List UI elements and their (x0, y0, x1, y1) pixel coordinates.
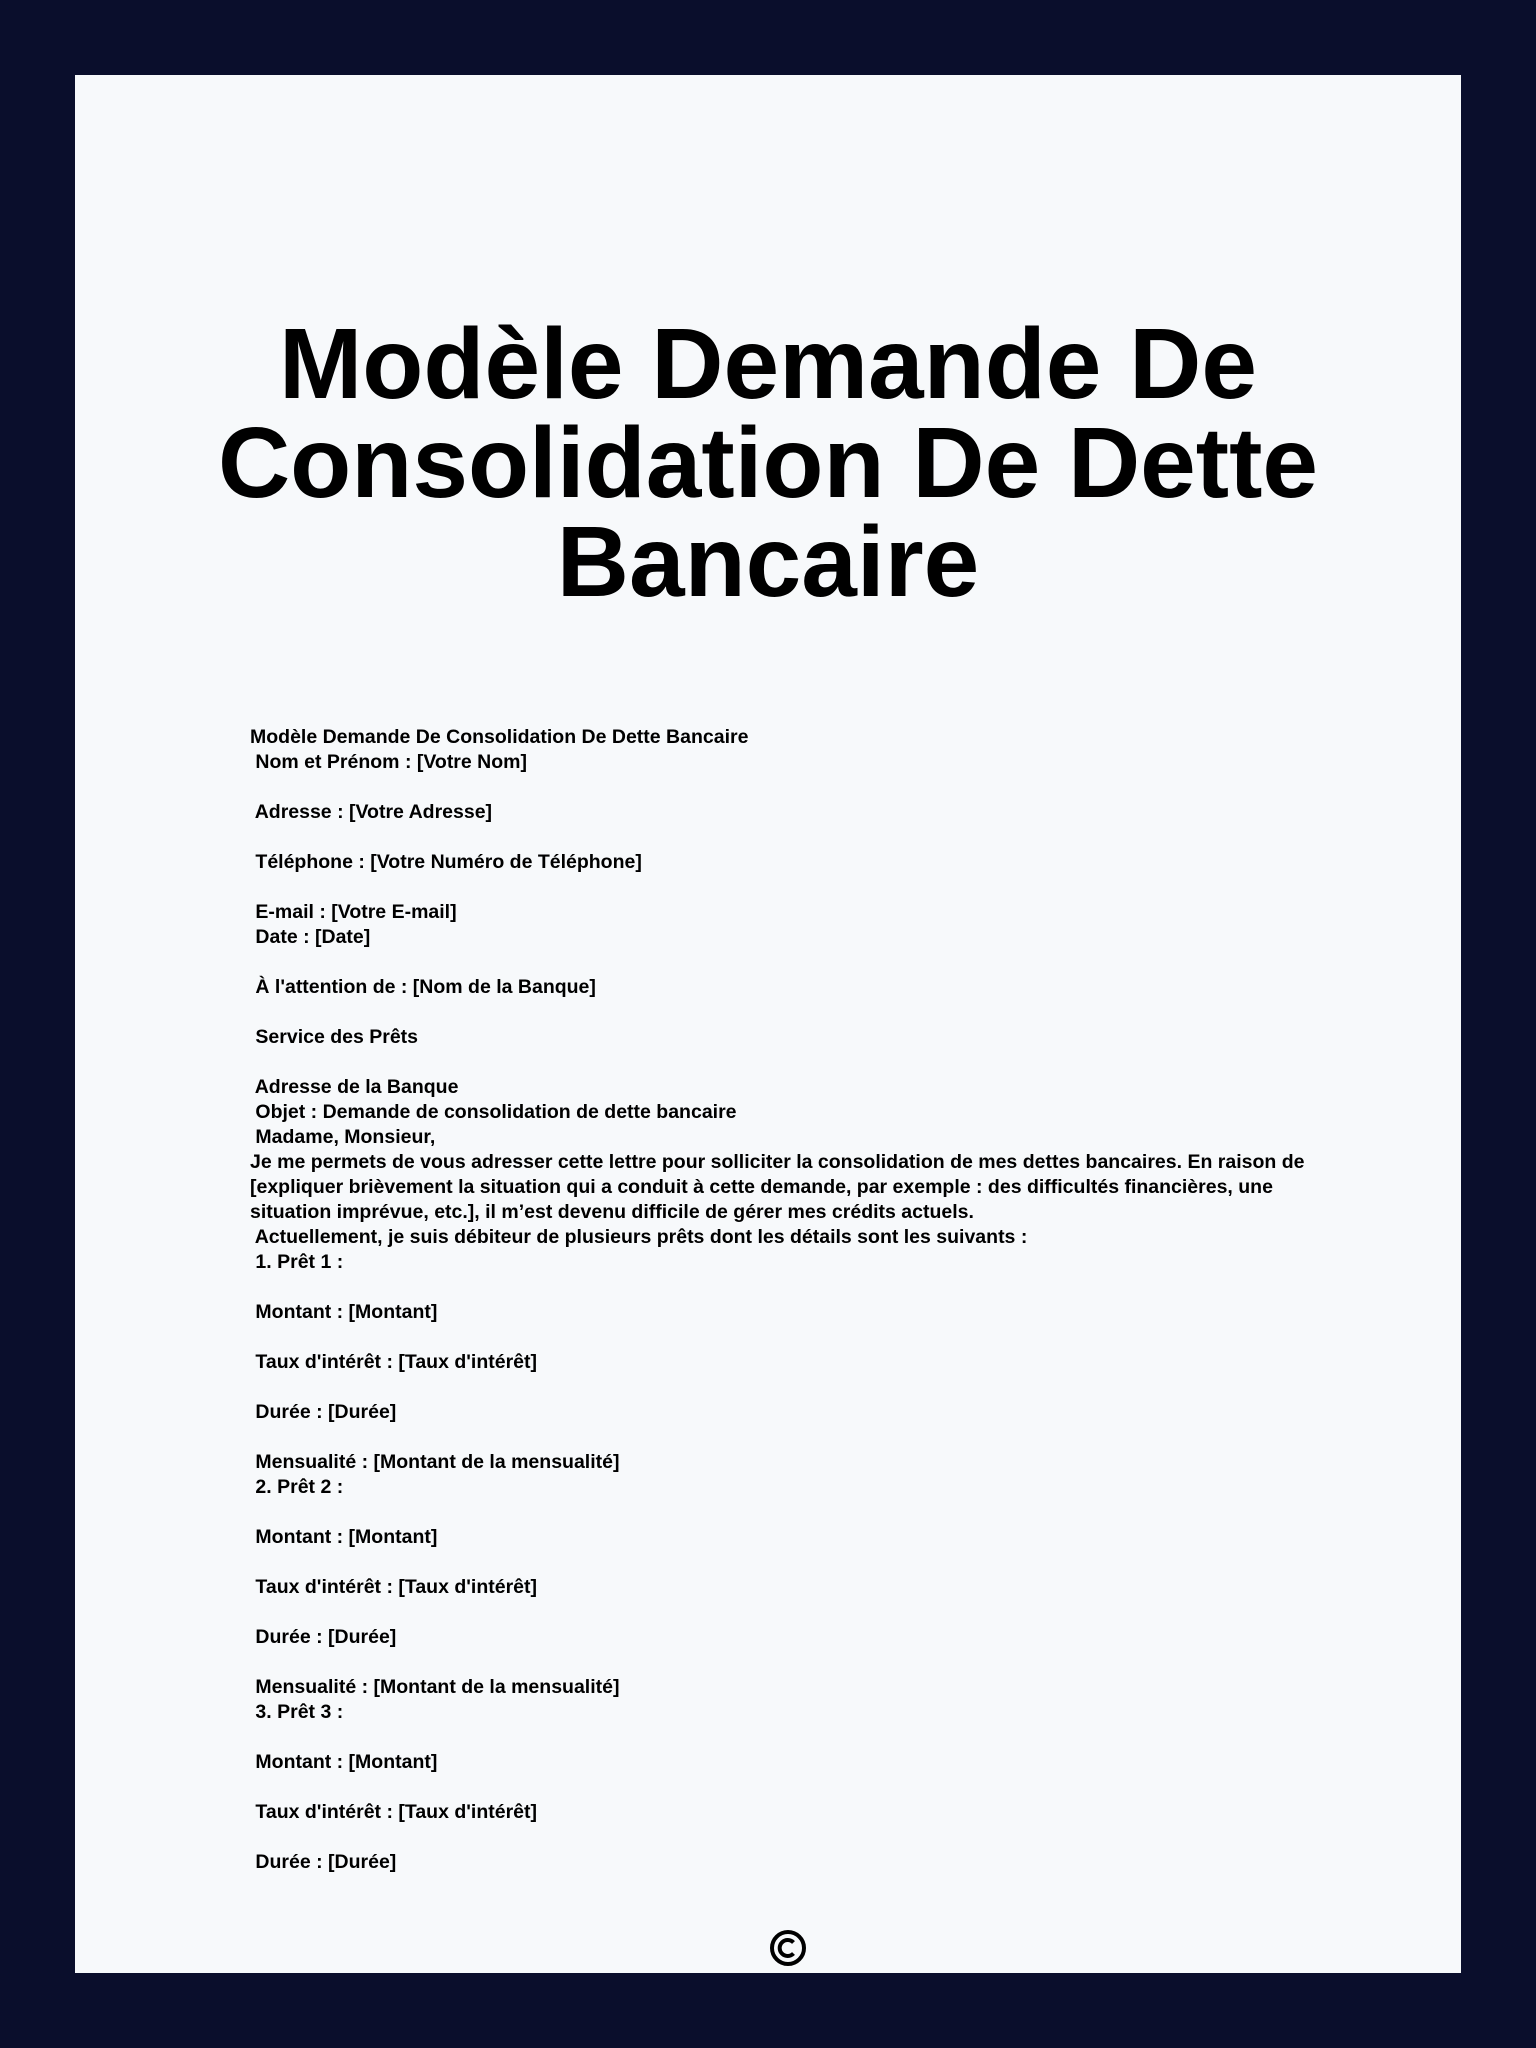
text-line: Montant : [Montant] (250, 1526, 438, 1548)
text-line (250, 1000, 1330, 1025)
text-line: Mensualité : [Montant de la mensualité] (250, 1676, 620, 1698)
loan-details-block (250, 1225, 1330, 1875)
text-line: Adresse : [Votre Adresse] (250, 801, 493, 823)
document-title: Modèle Demande De Consolidation De Dette Bancaire (217, 308, 1319, 618)
text-line: Actuellement, je suis débiteur de plusieurs prêts dont les détails sont les suivants : (250, 1226, 1028, 1248)
text-line: Téléphone : [Votre Numéro de Téléphone] (250, 851, 642, 873)
text-line (250, 950, 1330, 975)
text-line: 1. Prêt 1 : (250, 1251, 344, 1273)
text-line (250, 1725, 1330, 1750)
text-line: Objet : Demande de consolidation de dette bancaire (250, 1101, 737, 1123)
text-line: Madame, Monsieur, (250, 1126, 436, 1148)
text-line (250, 1375, 1330, 1400)
text-line (250, 1650, 1330, 1675)
copyright-icon (768, 1928, 808, 1968)
text-line: Mensualité : [Montant de la mensualité] (250, 1451, 620, 1473)
document-body (250, 725, 1330, 1875)
text-line: 2. Prêt 2 : (250, 1476, 344, 1498)
text-line: E-mail : [Votre E-mail] (250, 901, 457, 923)
text-line: Nom et Prénom : [Votre Nom] (250, 751, 527, 773)
text-line: À l'attention de : [Nom de la Banque] (250, 976, 596, 998)
text-line (250, 1550, 1330, 1575)
text-line: Durée : [Durée] (250, 1401, 397, 1423)
text-line (250, 1500, 1330, 1525)
text-line: Service des Prêts (250, 1026, 419, 1048)
text-line: Taux d'intérêt : [Taux d'intérêt] (250, 1351, 537, 1373)
text-line (250, 1600, 1330, 1625)
letter-paragraph: Je me permets de vous adresser cette lettre pour solliciter la consolidation de mes dettes bancaires. En raison de [expliquer brièvement la situation qui a conduit à cette demande, par exemple : des difficultés financières, une situation imprévue, etc.], il m’est devenu difficile de gérer mes crédits actuels. (250, 1151, 1305, 1223)
text-line: Montant : [Montant] (250, 1751, 438, 1773)
text-line (250, 825, 1330, 850)
text-line: Date : [Date] (250, 926, 371, 948)
text-line (250, 1775, 1330, 1800)
document-page (75, 75, 1461, 1973)
text-line (250, 1275, 1330, 1300)
text-line: Adresse de la Banque (250, 1076, 459, 1098)
text-line: Modèle Demande De Consolidation De Dette Bancaire (250, 726, 749, 748)
text-line (250, 1825, 1330, 1850)
text-line (250, 1050, 1330, 1075)
text-line: Taux d'intérêt : [Taux d'intérêt] (250, 1801, 537, 1823)
text-line (250, 1425, 1330, 1450)
text-line (250, 875, 1330, 900)
text-line: Taux d'intérêt : [Taux d'intérêt] (250, 1576, 537, 1598)
text-line: Montant : [Montant] (250, 1301, 438, 1323)
text-line: Durée : [Durée] (250, 1626, 397, 1648)
text-line (250, 775, 1330, 800)
text-line: Durée : [Durée] (250, 1851, 397, 1873)
text-line (250, 1325, 1330, 1350)
letter-header-block (250, 725, 1330, 1150)
text-line: 3. Prêt 3 : (250, 1701, 344, 1723)
